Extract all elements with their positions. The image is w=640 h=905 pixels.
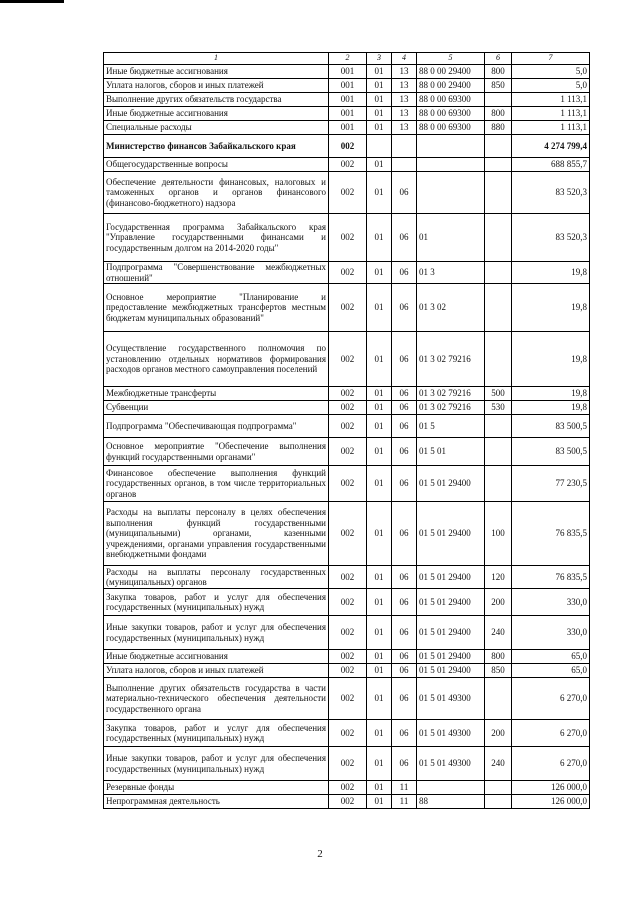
item-name-cell: Подпрограмма "Совершенствование межбюджетных отношений" [104, 262, 329, 284]
expense-type-code-cell [485, 172, 512, 214]
header-cell: 3 [367, 53, 392, 65]
expense-type-code-cell: 850 [485, 664, 512, 678]
ministry-code-cell: 002 [329, 589, 367, 616]
item-name-cell: Выполнение других обязательств государства в части материально-технического обеспечения деятельности государственного органа [104, 678, 329, 720]
ministry-code-cell: 002 [329, 135, 367, 158]
ministry-code-cell: 002 [329, 172, 367, 214]
ministry-code-cell: 002 [329, 214, 367, 262]
section-code-cell: 01 [367, 678, 392, 720]
section-code-cell: 01 [367, 93, 392, 107]
section-code-cell: 01 [367, 401, 392, 415]
item-name-cell: Закупка товаров, работ и услуг для обеспечения государственных (муниципальных) нужд [104, 589, 329, 616]
table-row [104, 107, 590, 121]
target-article-code-cell: 01 3 02 79216 [417, 332, 485, 387]
subsection-code-cell: 06 [392, 502, 417, 566]
amount-cell: 6 270,0 [512, 747, 590, 781]
section-code-cell: 01 [367, 566, 392, 589]
section-code-cell: 01 [367, 214, 392, 262]
table-row [104, 795, 590, 809]
amount-cell: 77 230,5 [512, 466, 590, 502]
amount-cell: 65,0 [512, 664, 590, 678]
header-cell: 4 [392, 53, 417, 65]
table-row [104, 781, 590, 795]
expense-type-code-cell [485, 415, 512, 438]
item-name-cell: Субвенции [104, 401, 329, 415]
table-row [104, 466, 590, 502]
ministry-code-cell: 002 [329, 650, 367, 664]
expense-type-code-cell [485, 135, 512, 158]
subsection-code-cell: 13 [392, 121, 417, 135]
target-article-code-cell [417, 135, 485, 158]
amount-cell: 126 000,0 [512, 795, 590, 809]
section-code-cell: 01 [367, 284, 392, 332]
ministry-code-cell: 002 [329, 502, 367, 566]
table-row [104, 135, 590, 158]
section-code-cell: 01 [367, 387, 392, 401]
target-article-code-cell: 01 3 02 79216 [417, 387, 485, 401]
expense-type-code-cell: 800 [485, 107, 512, 121]
section-code-cell: 01 [367, 616, 392, 650]
section-code-cell: 01 [367, 589, 392, 616]
ministry-code-cell: 002 [329, 438, 367, 466]
item-name-cell: Выполнение других обязательств государства [104, 93, 329, 107]
section-code-cell: 01 [367, 415, 392, 438]
target-article-code-cell: 01 3 [417, 262, 485, 284]
item-name-cell: Иные закупки товаров, работ и услуг для обеспечения государственных (муниципальных) нужд [104, 747, 329, 781]
target-article-code-cell: 01 5 01 29400 [417, 466, 485, 502]
item-name-cell: Уплата налогов, сборов и иных платежей [104, 79, 329, 93]
section-code-cell: 01 [367, 172, 392, 214]
item-name-cell: Финансовое обеспечение выполнения функций государственных органов, в том числе территориальных органов [104, 466, 329, 502]
expense-type-code-cell: 100 [485, 502, 512, 566]
ministry-code-cell: 002 [329, 678, 367, 720]
ministry-code-cell: 002 [329, 284, 367, 332]
subsection-code-cell: 06 [392, 589, 417, 616]
table-row [104, 502, 590, 566]
table-row [104, 332, 590, 387]
item-name-cell: Государственная программа Забайкальского края "Управление государственными финансами и государственным долгом на 2014-2020 годы" [104, 214, 329, 262]
amount-cell: 1 113,1 [512, 107, 590, 121]
ministry-code-cell: 002 [329, 466, 367, 502]
section-code-cell: 01 [367, 107, 392, 121]
subsection-code-cell: 06 [392, 332, 417, 387]
expense-type-code-cell [485, 332, 512, 387]
target-article-code-cell: 01 5 01 [417, 438, 485, 466]
ministry-code-cell: 002 [329, 415, 367, 438]
page-number: 2 [317, 848, 323, 860]
section-code-cell: 01 [367, 781, 392, 795]
item-name-cell: Уплата налогов, сборов и иных платежей [104, 664, 329, 678]
header-cell: 5 [417, 53, 485, 65]
item-name-cell: Закупка товаров, работ и услуг для обеспечения государственных (муниципальных) нужд [104, 720, 329, 747]
ministry-code-cell: 001 [329, 93, 367, 107]
section-code-cell: 01 [367, 795, 392, 809]
item-name-cell: Основное мероприятие "Планирование и предоставление межбюджетных трансфертов местным бюджетам муниципальных образований" [104, 284, 329, 332]
table-row [104, 720, 590, 747]
subsection-code-cell: 13 [392, 93, 417, 107]
expense-type-code-cell [485, 466, 512, 502]
amount-cell: 19,8 [512, 262, 590, 284]
item-name-cell: Общегосударственные вопросы [104, 158, 329, 172]
ministry-code-cell: 002 [329, 401, 367, 415]
top-rule [0, 0, 64, 3]
item-name-cell: Иные бюджетные ассигнования [104, 107, 329, 121]
amount-cell: 76 835,5 [512, 566, 590, 589]
item-name-cell: Иные бюджетные ассигнования [104, 65, 329, 79]
subsection-code-cell: 06 [392, 616, 417, 650]
ministry-code-cell: 002 [329, 616, 367, 650]
section-code-cell: 01 [367, 747, 392, 781]
ministry-code-cell: 001 [329, 65, 367, 79]
amount-cell: 19,8 [512, 332, 590, 387]
expense-type-code-cell [485, 678, 512, 720]
ministry-code-cell: 002 [329, 664, 367, 678]
amount-cell: 5,0 [512, 65, 590, 79]
ministry-code-cell: 002 [329, 795, 367, 809]
target-article-code-cell: 01 5 01 49300 [417, 678, 485, 720]
expense-type-code-cell: 800 [485, 65, 512, 79]
table-row [104, 79, 590, 93]
table-row [104, 65, 590, 79]
target-article-code-cell: 88 0 00 29400 [417, 65, 485, 79]
target-article-code-cell: 88 [417, 795, 485, 809]
item-name-cell: Резервные фонды [104, 781, 329, 795]
ministry-code-cell: 001 [329, 79, 367, 93]
header-cell: 7 [512, 53, 590, 65]
header-row [104, 53, 590, 65]
section-code-cell: 01 [367, 262, 392, 284]
amount-cell: 6 270,0 [512, 720, 590, 747]
section-code-cell: 01 [367, 332, 392, 387]
item-name-cell: Расходы на выплаты персоналу в целях обеспечения выполнения функций государственными (муниципальными) органами, казенными учреждениями, органами управления государственными внебюджетными фондами [104, 502, 329, 566]
target-article-code-cell: 01 5 01 29400 [417, 650, 485, 664]
ministry-code-cell: 002 [329, 158, 367, 172]
section-code-cell: 01 [367, 65, 392, 79]
table-row [104, 214, 590, 262]
ministry-code-cell: 002 [329, 747, 367, 781]
expense-type-code-cell: 200 [485, 589, 512, 616]
amount-cell: 76 835,5 [512, 502, 590, 566]
subsection-code-cell: 11 [392, 795, 417, 809]
target-article-code-cell: 88 0 00 69300 [417, 121, 485, 135]
ministry-code-cell: 001 [329, 121, 367, 135]
target-article-code-cell: 88 0 00 69300 [417, 107, 485, 121]
expense-type-code-cell: 530 [485, 401, 512, 415]
target-article-code-cell: 88 0 00 69300 [417, 93, 485, 107]
item-name-cell: Непрограммная деятельность [104, 795, 329, 809]
expense-type-code-cell [485, 781, 512, 795]
table-row [104, 387, 590, 401]
table-row [104, 589, 590, 616]
amount-cell: 19,8 [512, 284, 590, 332]
expense-type-code-cell [485, 93, 512, 107]
table-row [104, 158, 590, 172]
header-cell: 2 [329, 53, 367, 65]
subsection-code-cell: 06 [392, 415, 417, 438]
amount-cell: 330,0 [512, 589, 590, 616]
item-name-cell: Обеспечение деятельности финансовых, налоговых и таможенных органов и органов финансового (финансово-бюджетного) надзора [104, 172, 329, 214]
table-row [104, 172, 590, 214]
section-code-cell: 01 [367, 664, 392, 678]
subsection-code-cell: 06 [392, 387, 417, 401]
amount-cell: 1 113,1 [512, 93, 590, 107]
table-row [104, 566, 590, 589]
subsection-code-cell [392, 135, 417, 158]
header-cell: 1 [104, 53, 329, 65]
expense-type-code-cell: 120 [485, 566, 512, 589]
table-row [104, 93, 590, 107]
amount-cell: 19,8 [512, 387, 590, 401]
target-article-code-cell [417, 158, 485, 172]
table-row [104, 284, 590, 332]
item-name-cell: Расходы на выплаты персоналу государственных (муниципальных) органов [104, 566, 329, 589]
section-code-cell: 01 [367, 466, 392, 502]
amount-cell: 688 855,7 [512, 158, 590, 172]
target-article-code-cell: 88 0 00 29400 [417, 79, 485, 93]
item-name-cell: Основное мероприятие "Обеспечение выполнения функций государственными органами" [104, 438, 329, 466]
subsection-code-cell: 06 [392, 566, 417, 589]
expense-type-code-cell [485, 284, 512, 332]
ministry-code-cell: 001 [329, 107, 367, 121]
ministry-code-cell: 002 [329, 781, 367, 795]
section-code-cell: 01 [367, 720, 392, 747]
table-row [104, 664, 590, 678]
section-code-cell [367, 135, 392, 158]
section-code-cell: 01 [367, 158, 392, 172]
table-row [104, 415, 590, 438]
target-article-code-cell: 01 5 01 29400 [417, 664, 485, 678]
ministry-code-cell: 002 [329, 332, 367, 387]
section-code-cell: 01 [367, 502, 392, 566]
table-row [104, 678, 590, 720]
amount-cell: 330,0 [512, 616, 590, 650]
table-row [104, 438, 590, 466]
amount-cell: 83 500,5 [512, 415, 590, 438]
amount-cell: 1 113,1 [512, 121, 590, 135]
target-article-code-cell: 01 5 01 29400 [417, 566, 485, 589]
item-name-cell: Осуществление государственного полномочия по установлению отдельных нормативов формирования расходов органов местного самоуправления поселений [104, 332, 329, 387]
subsection-code-cell: 11 [392, 781, 417, 795]
amount-cell: 83 520,3 [512, 214, 590, 262]
section-code-cell: 01 [367, 650, 392, 664]
amount-cell: 126 000,0 [512, 781, 590, 795]
budget-table [103, 52, 590, 809]
item-name-cell: Межбюджетные трансферты [104, 387, 329, 401]
target-article-code-cell [417, 781, 485, 795]
table-row [104, 747, 590, 781]
amount-cell: 6 270,0 [512, 678, 590, 720]
table-row [104, 616, 590, 650]
table-row [104, 121, 590, 135]
subsection-code-cell: 06 [392, 664, 417, 678]
amount-cell: 83 500,5 [512, 438, 590, 466]
subsection-code-cell: 06 [392, 747, 417, 781]
item-name-cell: Иные бюджетные ассигнования [104, 650, 329, 664]
expense-type-code-cell: 800 [485, 650, 512, 664]
subsection-code-cell [392, 158, 417, 172]
expense-type-code-cell [485, 262, 512, 284]
expense-type-code-cell: 500 [485, 387, 512, 401]
subsection-code-cell: 06 [392, 720, 417, 747]
table-row [104, 262, 590, 284]
item-name-cell: Подпрограмма "Обеспечивающая подпрограмма" [104, 415, 329, 438]
expense-type-code-cell [485, 158, 512, 172]
expense-type-code-cell: 240 [485, 616, 512, 650]
expense-type-code-cell: 850 [485, 79, 512, 93]
target-article-code-cell: 01 [417, 214, 485, 262]
header-cell: 6 [485, 53, 512, 65]
subsection-code-cell: 13 [392, 65, 417, 79]
ministry-code-cell: 002 [329, 262, 367, 284]
subsection-code-cell: 06 [392, 650, 417, 664]
target-article-code-cell [417, 172, 485, 214]
subsection-code-cell: 06 [392, 214, 417, 262]
expense-type-code-cell: 880 [485, 121, 512, 135]
target-article-code-cell: 01 5 01 29400 [417, 502, 485, 566]
target-article-code-cell: 01 5 01 29400 [417, 589, 485, 616]
subsection-code-cell: 06 [392, 284, 417, 332]
item-name-cell: Специальные расходы [104, 121, 329, 135]
expense-type-code-cell [485, 214, 512, 262]
item-name-cell: Министерство финансов Забайкальского края [104, 135, 329, 158]
section-code-cell: 01 [367, 79, 392, 93]
expense-type-code-cell [485, 795, 512, 809]
target-article-code-cell: 01 3 02 [417, 284, 485, 332]
amount-cell: 19,8 [512, 401, 590, 415]
subsection-code-cell: 06 [392, 678, 417, 720]
amount-cell: 4 274 799,4 [512, 135, 590, 158]
subsection-code-cell: 06 [392, 438, 417, 466]
target-article-code-cell: 01 5 [417, 415, 485, 438]
subsection-code-cell: 13 [392, 79, 417, 93]
table-row [104, 401, 590, 415]
ministry-code-cell: 002 [329, 566, 367, 589]
target-article-code-cell: 01 5 01 49300 [417, 747, 485, 781]
amount-cell: 5,0 [512, 79, 590, 93]
amount-cell: 65,0 [512, 650, 590, 664]
expense-type-code-cell: 200 [485, 720, 512, 747]
ministry-code-cell: 002 [329, 720, 367, 747]
amount-cell: 83 520,3 [512, 172, 590, 214]
subsection-code-cell: 06 [392, 172, 417, 214]
subsection-code-cell: 06 [392, 466, 417, 502]
subsection-code-cell: 13 [392, 107, 417, 121]
table-row [104, 650, 590, 664]
item-name-cell: Иные закупки товаров, работ и услуг для обеспечения государственных (муниципальных) нужд [104, 616, 329, 650]
target-article-code-cell: 01 3 02 79216 [417, 401, 485, 415]
subsection-code-cell: 06 [392, 401, 417, 415]
ministry-code-cell: 002 [329, 387, 367, 401]
subsection-code-cell: 06 [392, 262, 417, 284]
expense-type-code-cell: 240 [485, 747, 512, 781]
section-code-cell: 01 [367, 438, 392, 466]
section-code-cell: 01 [367, 121, 392, 135]
target-article-code-cell: 01 5 01 29400 [417, 616, 485, 650]
expense-type-code-cell [485, 438, 512, 466]
target-article-code-cell: 01 5 01 49300 [417, 720, 485, 747]
